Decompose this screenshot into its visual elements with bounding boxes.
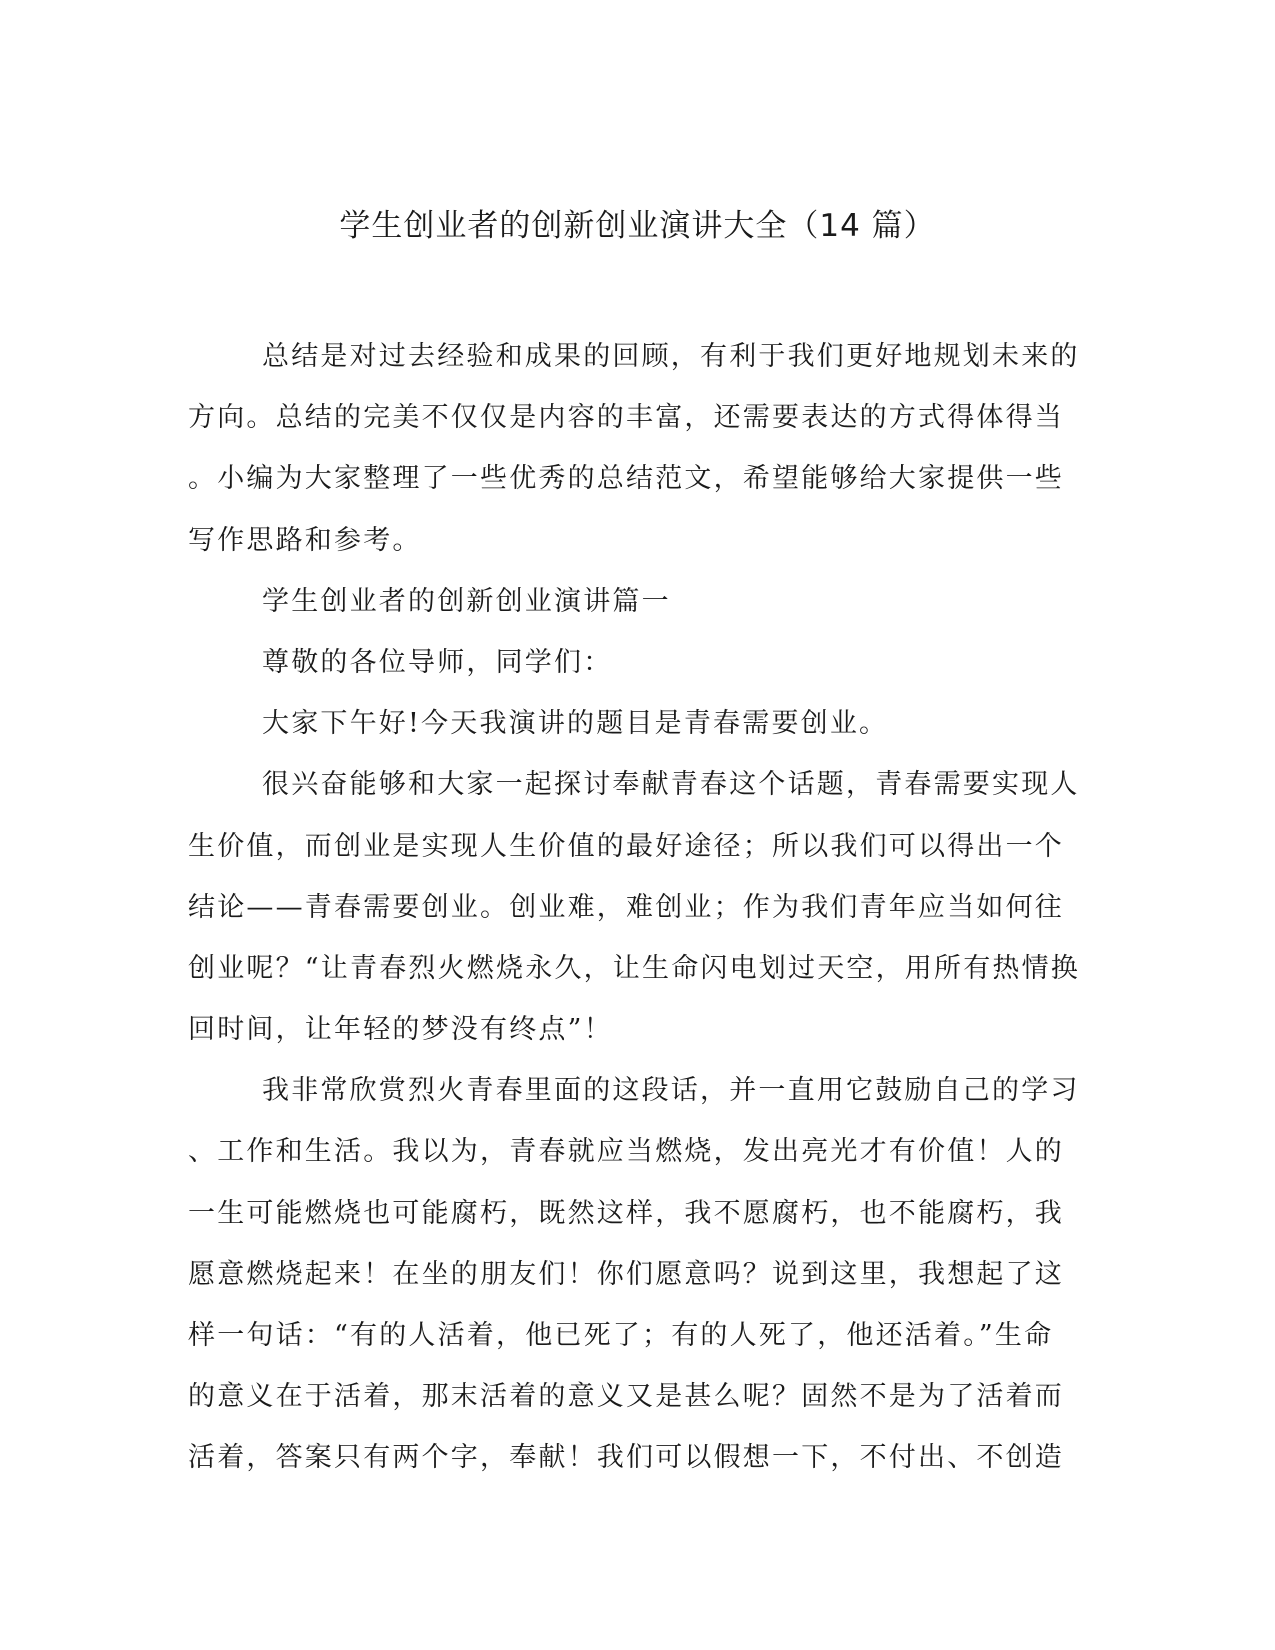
document-body [188,326,1081,1489]
text-line: 回时间，让年轻的梦没有终点”！ [188,1014,613,1046]
text-line: 愿意燃烧起来！在坐的朋友们！你们愿意吗？说到这里，我想起了这 [188,1258,1064,1290]
text-line: 样一句话：“有的人活着，他已死了；有的人死了，他还活着。”生命 [188,1320,1054,1351]
text-line: 。小编为大家整理了一些优秀的总结范文，希望能够给大家提供一些 [188,463,1064,495]
text-line: 一生可能燃烧也可能腐朽，既然这样，我不愿腐朽，也不能腐朽，我 [188,1197,1064,1229]
text-line: 总结是对过去经验和成果的回顾，有利于我们更好地规划未来的 [262,341,1080,372]
text-line: 写作思路和参考。 [188,524,422,556]
salutation: 尊敬的各位导师，同学们： [262,646,613,678]
text-line: 、工作和生活。我以为，青春就应当燃烧，发出亮光才有价值！人的 [188,1136,1064,1168]
text-line: 很兴奋能够和大家一起探讨奉献青春这个话题，青春需要实现人 [262,769,1080,801]
text-line: 生价值，而创业是实现人生价值的最好途径；所以我们可以得出一个 [188,830,1064,862]
text-line: 创业呢？“让青春烈火燃烧永久，让生命闪电划过天空，用所有热情换 [188,952,1081,984]
text-line: 的意义在于活着，那末活着的意义又是甚么呢？固然不是为了活着而 [188,1381,1064,1413]
text-line: 我非常欣赏烈火青春里面的这段话，并一直用它鼓励自己的学习 [262,1075,1080,1107]
text-line: 方向。总结的完美不仅仅是内容的丰富，还需要表达的方式得体得当 [188,402,1064,434]
text-line: 结论——青春需要创业。创业难，难创业；作为我们青年应当如何往 [188,891,1064,923]
text-line: 活着，答案只有两个字，奉献！我们可以假想一下，不付出、不创造 [188,1442,1064,1474]
document-title: 学生创业者的创新创业演讲大全（14 篇） [339,208,936,244]
text-line: 大家下午好!今天我演讲的题目是青春需要创业。 [262,708,889,740]
section-heading: 学生创业者的创新创业演讲篇一 [262,585,671,617]
